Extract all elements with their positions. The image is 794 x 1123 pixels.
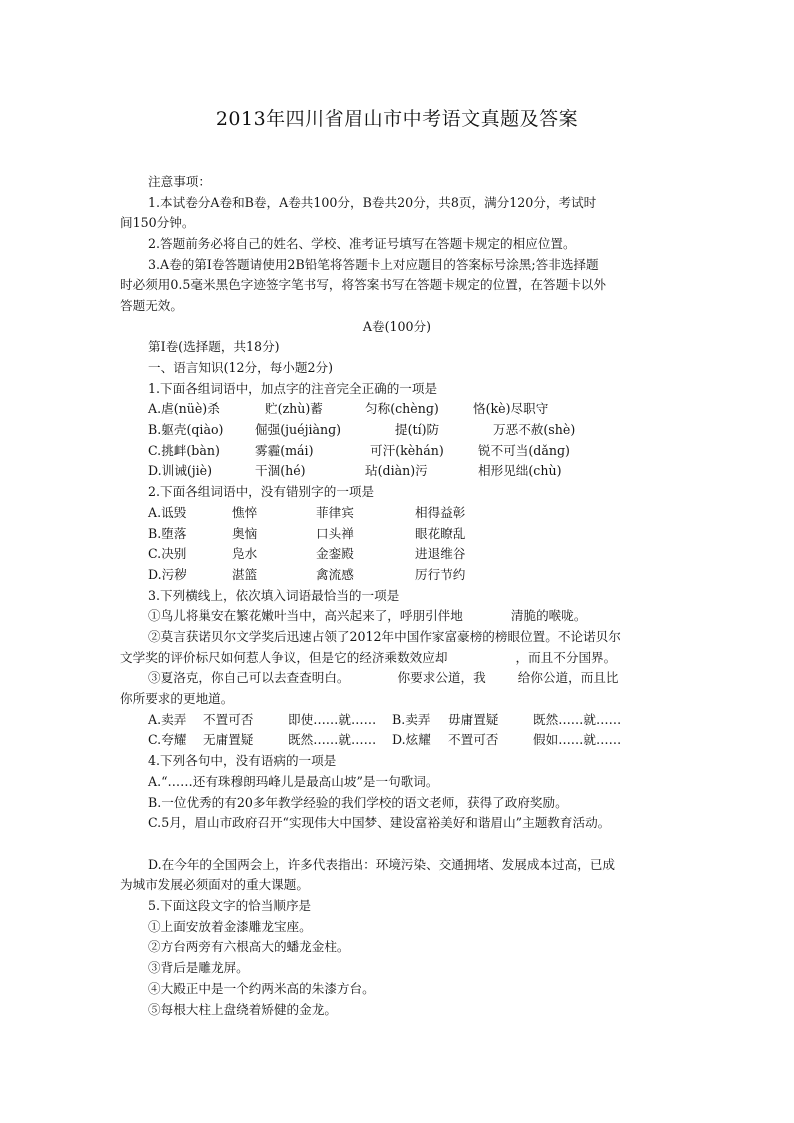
option-cell: 进退维谷 bbox=[415, 546, 466, 561]
list-item: ②方台两旁有六根高大的蟠龙金柱。 bbox=[148, 939, 350, 954]
option-cell: 菲律宾 bbox=[316, 505, 354, 520]
list-item: ⑤每根大柱上盘绕着矫健的金龙。 bbox=[148, 1002, 337, 1017]
option-cell: 玷(diàn)污 bbox=[365, 463, 428, 478]
note-line: 1.本试卷分A卷和B卷，A卷共100分，B卷共20分，共8页，满分120分，考试时 bbox=[148, 195, 597, 210]
option-cell: 奥恼 bbox=[232, 526, 258, 541]
option-cell: 厉行节约 bbox=[415, 567, 466, 582]
option-cell: 倔强(juéjiànɡ) bbox=[255, 422, 342, 437]
notes-heading: 注意事项： bbox=[148, 174, 211, 189]
option-line: D.在今年的全国两会上，许多代表指出：环境污染、交通拥堵、发展成本过高，已成 bbox=[148, 857, 616, 872]
option-cell: 毋庸置疑 bbox=[448, 712, 499, 727]
option-cell: 不置可否 bbox=[448, 732, 499, 747]
option-cell: A.诋毁 bbox=[148, 505, 187, 520]
list-item: ④大殿正中是一个约两米高的朱漆方台。 bbox=[148, 981, 375, 996]
option-cell: A.卖弄 bbox=[148, 712, 187, 727]
option-cell: C.挑衅(bàn) bbox=[148, 443, 220, 458]
option-cell: 眼花瞭乱 bbox=[415, 526, 466, 541]
option-cell: 不置可否 bbox=[203, 712, 254, 727]
question-stem: 2.下面各组词语中，没有错别字的一项是 bbox=[148, 484, 375, 499]
option-cell: D.炫耀 bbox=[392, 732, 431, 747]
list-item: ①上面安放着金漆雕龙宝座。 bbox=[148, 919, 312, 934]
option-cell: B.卖弄 bbox=[392, 712, 431, 727]
option-cell: 雾霾(mái) bbox=[255, 443, 314, 458]
document-title: 2013年四川省眉山市中考语文真题及答案 bbox=[215, 108, 579, 130]
option-cell: C.决别 bbox=[148, 546, 187, 561]
question-sentence: ③夏洛克，你自己可以去查查明白。 你要求公道，我 给你公道，而且比 bbox=[148, 670, 619, 685]
question-stem: 5.下面这段文字的恰当顺序是 bbox=[148, 898, 312, 913]
option-cell: 万恶不赦(shè) bbox=[493, 422, 576, 437]
option-cell: 既然……就…… bbox=[288, 732, 377, 747]
question-stem: 1.下面各组词语中，加点字的注音完全正确的一项是 bbox=[148, 381, 438, 396]
option-cell: A.虐(nüè)杀 bbox=[148, 401, 220, 416]
part-subheading: 一、语言知识(12分，每小题2分) bbox=[148, 360, 333, 375]
option-cell: 金銮殿 bbox=[316, 546, 354, 561]
question-sentence: 你所要求的更地道。 bbox=[120, 691, 234, 706]
question-sentence: 文学奖的评价标尺如何惹人争议，但是它的经济乘数效应却 ，而且不分国界。 bbox=[120, 650, 617, 665]
option-line: 为城市发展必须面对的重大课题。 bbox=[120, 877, 309, 892]
question-sentence: ②莫言获诺贝尔文学奖后迅速占领了2012年中国作家富豪榜的榜眼位置。不论诺贝尔 bbox=[148, 629, 621, 644]
note-line: 间150分钟。 bbox=[120, 215, 195, 230]
question-stem: 4.下列各句中，没有语病的一项是 bbox=[148, 753, 337, 768]
option-cell: 提(tí)防 bbox=[395, 422, 440, 437]
option-cell: 口头禅 bbox=[316, 526, 354, 541]
option-cell: 禽流感 bbox=[316, 567, 354, 582]
option-cell: 恪(kè)尽职守 bbox=[473, 401, 549, 416]
option-cell: 无庸置疑 bbox=[203, 732, 254, 747]
option-cell: B.躯壳(qiào) bbox=[148, 422, 224, 437]
option-cell: 可汗(kèhán) bbox=[370, 443, 444, 458]
option-line: B.一位优秀的有20多年教学经验的我们学校的语文老师，获得了政府奖励。 bbox=[148, 795, 568, 810]
option-cell: 锐不可当(dǎnɡ) bbox=[478, 443, 570, 458]
option-cell: 贮(zhù)蓄 bbox=[265, 401, 323, 416]
option-cell: 假如……就…… bbox=[533, 732, 622, 747]
question-sentence: ①鸟儿将巢安在繁花嫩叶当中，高兴起来了，呼朋引伴地 清脆的喉咙。 bbox=[148, 608, 587, 623]
option-cell: 干涸(hé) bbox=[255, 463, 306, 478]
option-cell: D.污秽 bbox=[148, 567, 187, 582]
option-cell: B.堕落 bbox=[148, 526, 187, 541]
option-cell: D.训诫(jiè) bbox=[148, 463, 213, 478]
option-line: A.“……还有珠穆朗玛峰儿是最高山坡”是一句歌词。 bbox=[148, 774, 439, 789]
note-line: 2.答题前务必将自己的姓名、学校、准考证号填写在答题卡规定的相应位置。 bbox=[148, 236, 576, 251]
question-stem: 3.下列横线上，依次填入词语最恰当的一项是 bbox=[148, 588, 400, 603]
note-line: 时必须用0.5毫米黑色字迹签字笔书写，将答案书写在答题卡规定的位置，在答题卡以外 bbox=[120, 277, 606, 292]
part-heading: 第Ⅰ卷(选择题，共18分) bbox=[148, 339, 280, 354]
option-cell: 既然……就…… bbox=[533, 712, 622, 727]
option-cell: 相形见绌(chù) bbox=[478, 463, 562, 478]
option-cell: 匀称(chènɡ) bbox=[365, 401, 439, 416]
option-cell: 憔悴 bbox=[232, 505, 258, 520]
option-cell: 即使……就…… bbox=[288, 712, 377, 727]
section-heading: A卷(100分) bbox=[362, 319, 432, 334]
option-cell: 相得益彰 bbox=[415, 505, 466, 520]
note-line: 3.A卷的第Ⅰ卷答题请使用2B铅笔将答题卡上对应题目的答案标号涂黑;答非选择题 bbox=[148, 257, 599, 272]
list-item: ③背后是雕龙屏。 bbox=[148, 960, 249, 975]
option-cell: C.夸耀 bbox=[148, 732, 187, 747]
note-line: 答题无效。 bbox=[120, 298, 183, 313]
option-cell: 湛篮 bbox=[232, 567, 258, 582]
option-cell: 凫水 bbox=[232, 546, 258, 561]
option-line: C.5月，眉山市政府召开“实现伟大中国梦、建设富裕美好和谐眉山”主题教育活动。 bbox=[148, 815, 611, 830]
